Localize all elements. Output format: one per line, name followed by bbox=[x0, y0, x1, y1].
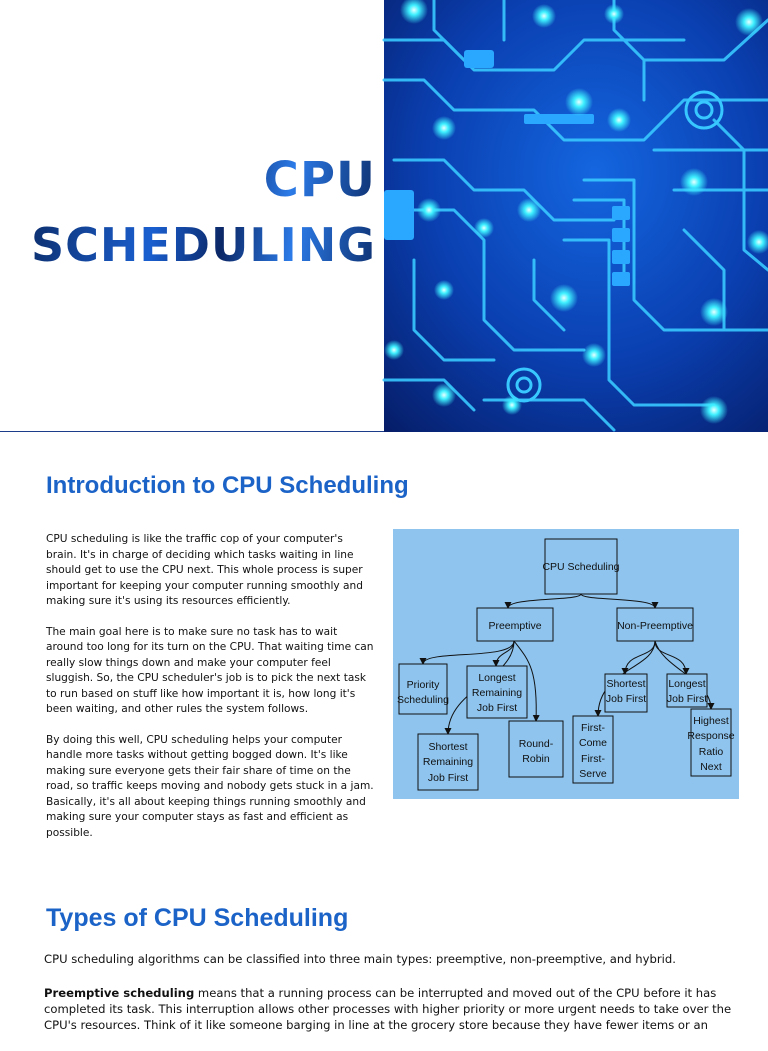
node-label: Longest bbox=[668, 678, 706, 690]
node-label: Response bbox=[687, 730, 735, 742]
intro-body bbox=[46, 532, 376, 856]
node-label: Scheduling bbox=[397, 694, 449, 706]
node-label: Priority bbox=[406, 679, 440, 691]
node-label: CPU Scheduling bbox=[542, 561, 620, 573]
node-label: Robin bbox=[522, 753, 550, 765]
node-label: Longest bbox=[478, 672, 516, 684]
node-label: Job First bbox=[427, 772, 469, 784]
node-label: Remaining bbox=[471, 687, 523, 699]
intro-heading: Introduction to CPU Scheduling bbox=[46, 472, 409, 499]
node-label: Round- bbox=[518, 738, 554, 750]
intro-paragraph: By doing this well, CPU scheduling helps your computer handle more tasks without getting bogged down. It's like making sure everyone gets their fair share of time on the road, so traffic keeps moving and nobody gets stuck in a jam. Basically, it's all about keeping things running smoothly and making sure your computer stays as fast and efficient as possible. bbox=[46, 733, 374, 839]
node-label: Job First bbox=[605, 693, 647, 705]
intro-paragraph: The main goal here is to make sure no task has to wait around too long for its turn on the CPU. That waiting time can really slow things down and make your computer feel sluggish. So, the CPU scheduler's job is to pick the next task to run based on stuff like how important it is, how long it's been waiting, and other rules the system follows. bbox=[46, 625, 374, 715]
hero-banner bbox=[0, 0, 768, 432]
node-label: Shortest bbox=[428, 741, 468, 753]
hero-divider bbox=[0, 431, 384, 432]
node-label: Preemptive bbox=[488, 620, 542, 632]
node-label: Shortest bbox=[606, 678, 646, 690]
node-label: Non-Preemptive bbox=[617, 620, 693, 632]
types-body bbox=[44, 951, 744, 1051]
node-label: Job First bbox=[666, 693, 708, 705]
preemptive-text: means that a running process can be interrupted and moved out of the CPU before it has completed its task. This interruption allows other processes with higher priority or more urgent needs to take over the CPU's resources. Think of it like someone barging in line at the grocery store because they have fewer items or an bbox=[44, 986, 732, 1032]
hero-title bbox=[31, 150, 376, 280]
preemptive-term: Preemptive scheduling bbox=[44, 986, 195, 1000]
node-label: First- bbox=[581, 753, 605, 765]
hero-title-line2: SCHEDULING bbox=[31, 210, 376, 280]
types-intro: CPU scheduling algorithms can be classified into three main types: preemptive, non-preemptive, and hybrid. bbox=[44, 952, 676, 966]
node-label: First- bbox=[581, 722, 605, 734]
intro-paragraph: CPU scheduling is like the traffic cop of your computer's brain. It's in charge of deciding which tasks waiting in line should get to use the CPU next. This whole process is super important for keeping your computer running smoothly and making sure it's using its resources efficiently. bbox=[46, 533, 363, 607]
node-label: Job First bbox=[476, 702, 518, 714]
hero-title-line1: CPU bbox=[31, 150, 376, 210]
node-label: Highest bbox=[693, 715, 729, 727]
scheduling-tree-diagram bbox=[393, 529, 739, 799]
preemptive-paragraph bbox=[44, 985, 744, 1033]
types-heading: Types of CPU Scheduling bbox=[46, 904, 349, 932]
node-label: Next bbox=[700, 761, 722, 773]
node-label: Ratio bbox=[698, 746, 724, 758]
circuit-board-image bbox=[384, 0, 768, 432]
node-label: Remaining bbox=[422, 756, 474, 768]
node-label: Serve bbox=[579, 768, 607, 780]
node-label: Come bbox=[578, 737, 608, 749]
